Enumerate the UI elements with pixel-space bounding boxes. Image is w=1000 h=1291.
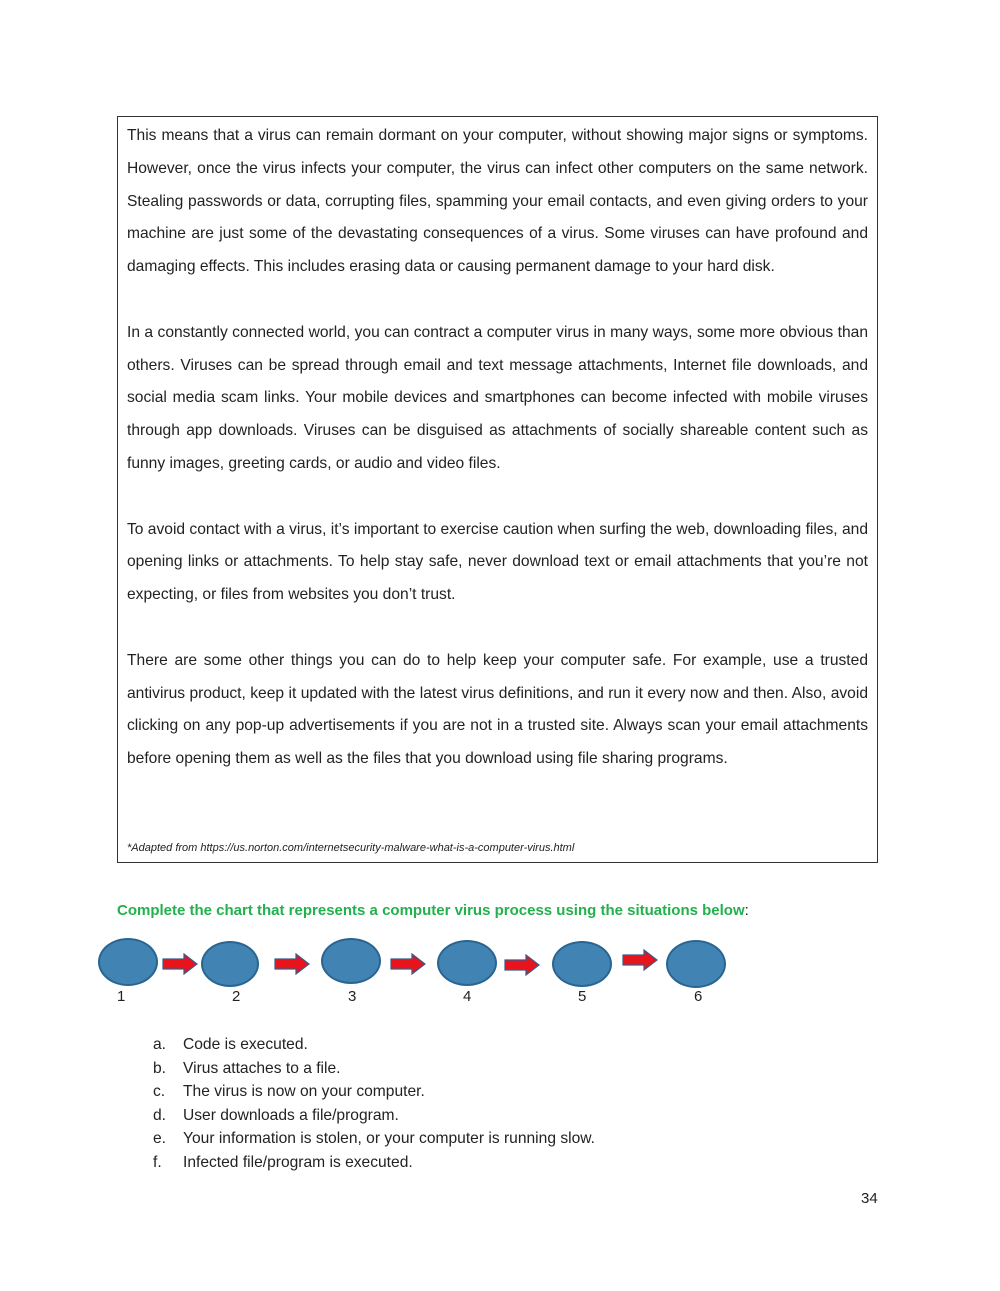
option-text: The virus is now on your computer. [183, 1083, 425, 1101]
option-letter: b. [153, 1059, 167, 1077]
option-text: Code is executed. [183, 1036, 308, 1053]
instruction-colon: : [744, 902, 749, 919]
option-letter: f. [153, 1153, 162, 1171]
step-circle-1[interactable] [98, 938, 158, 986]
step-number-5: 5 [578, 988, 587, 1005]
step-number-1: 1 [117, 988, 126, 1005]
list-item [153, 1104, 595, 1128]
option-text: Virus attaches to a file. [183, 1059, 341, 1077]
step-number-6: 6 [694, 988, 703, 1005]
option-letter: e. [153, 1130, 167, 1148]
arrow-icon [390, 953, 426, 975]
reading-text-box [117, 116, 878, 863]
list-item [153, 1151, 595, 1175]
step-circle-6[interactable] [666, 940, 726, 988]
step-number-2: 2 [232, 988, 241, 1005]
instruction-text: Complete the chart that represents a computer virus process using the situations below [117, 902, 745, 919]
list-item [153, 1127, 595, 1151]
list-item [153, 1080, 595, 1104]
step-circle-4[interactable] [437, 940, 497, 986]
option-letter: a. [153, 1036, 167, 1053]
list-item [153, 1057, 595, 1081]
option-text: Infected file/program is executed. [183, 1153, 413, 1171]
paragraph-3: To avoid contact with a virus, it’s important to exercise caution when surfing the web, downloading files, and opening links or attachments. To help stay safe, never download text or email attachments that you’re not expecting, or files from websites you don’t trust. [127, 520, 868, 604]
step-number-3: 3 [348, 988, 357, 1005]
arrow-icon [274, 953, 310, 975]
option-text: User downloads a file/program. [183, 1106, 399, 1124]
step-number-4: 4 [463, 988, 472, 1005]
virus-process-chart [0, 930, 1000, 1020]
list-item [153, 1033, 595, 1057]
arrow-icon [622, 949, 658, 971]
paragraph-2: In a constantly connected world, you can contract a computer virus in many ways, some more obvious than others. Viruses can be spread through email and text message attachments, Internet file downloads, and social media scam links. Your mobile devices and smartphones can become infected with mobile viruses through app downloads. Viruses can be disguised as attachments of socially shareable content such as funny images, greeting cards, or audio and video files. [127, 323, 868, 472]
option-letter: c. [153, 1083, 166, 1101]
arrow-icon [504, 954, 540, 976]
step-circle-5[interactable] [552, 941, 612, 987]
chart-instruction [117, 902, 749, 919]
arrow-icon [162, 953, 198, 975]
step-circle-2[interactable] [201, 941, 259, 987]
option-letter: d. [153, 1106, 167, 1124]
situation-list [153, 1033, 595, 1175]
page-number: 34 [861, 1190, 878, 1207]
option-text: Your information is stolen, or your computer is running slow. [183, 1130, 595, 1148]
step-circle-3[interactable] [321, 938, 381, 984]
paragraph-1: This means that a virus can remain dormant on your computer, without showing major signs or symptoms. However, once the virus infects your computer, the virus can infect other computers on the same network. Stealing passwords or data, corrupting files, spamming your email contacts, and even giving orders to your machine are just some of the devastating consequences of a virus. Some viruses can have profound and damaging effects. This includes erasing data or causing permanent damage to your hard disk. [127, 127, 868, 276]
paragraph-4: There are some other things you can do to help keep your computer safe. For example, use a trusted antivirus product, keep it updated with the latest virus definitions, and run it every now and then. Also, avoid clicking on any pop-up advertisements if you are not in a trusted site. Always scan your email attachments before opening them as well as the files that you download using file sharing programs. [127, 651, 868, 768]
source-citation: *Adapted from https://us.norton.com/internetsecurity-malware-what-is-a-computer-virus.html [127, 842, 575, 854]
